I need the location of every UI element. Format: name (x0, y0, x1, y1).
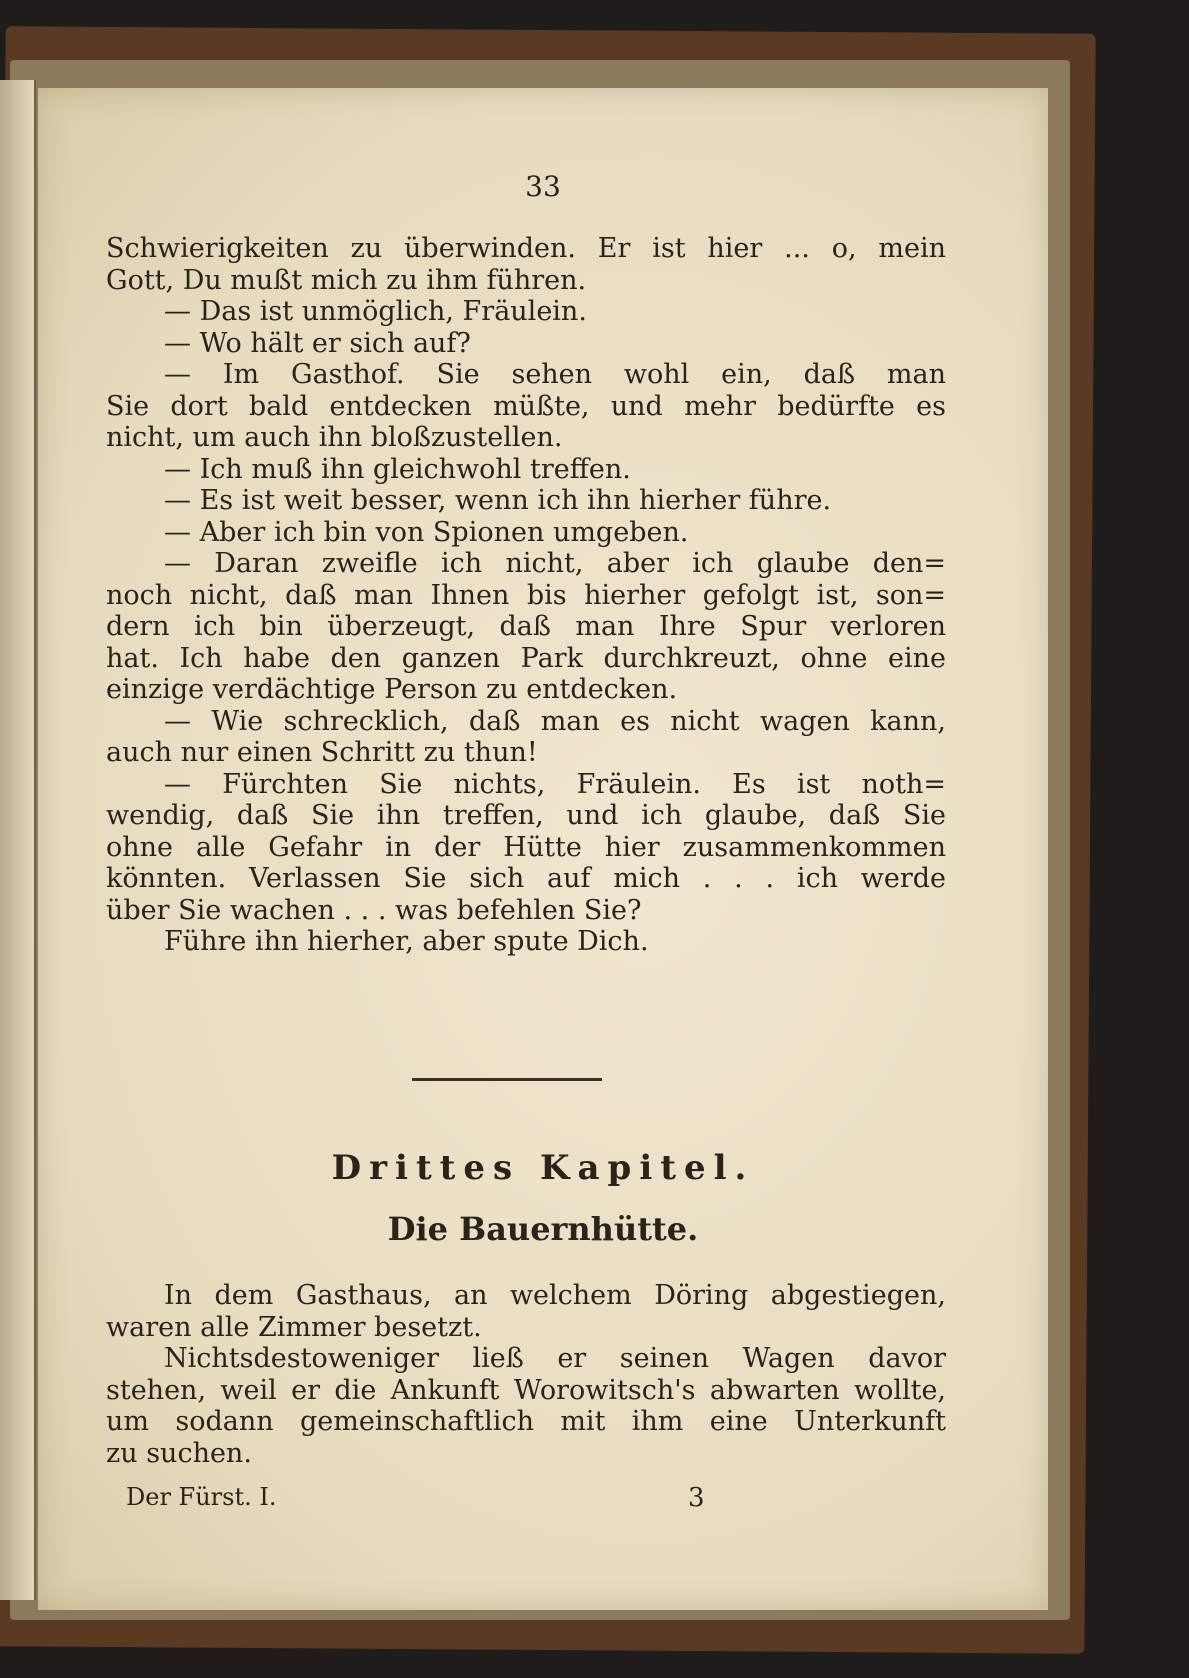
chapter-title: Drittes Kapitel. (331, 1148, 755, 1188)
signature-number: 3 (688, 1483, 705, 1513)
text-line: — Das ist unmöglich, Fräulein. (164, 296, 587, 327)
text-line: über Sie wachen . . . was befehlen Sie? (106, 894, 642, 926)
text-line: auch nur einen Schritt zu thun! (106, 737, 538, 768)
text-line: — Ich muß ihn gleichwohl treffen. (164, 453, 631, 485)
text-line: Nichtsdestoweniger ließ er seinen Wagen davor (164, 1343, 946, 1374)
text-line: stehen, weil er die Ankunft Worowitsch's abwarten wollte, (106, 1374, 946, 1406)
text-line: Sie dort bald entdecken müßte, und mehr bedürfte es (106, 390, 946, 422)
text-line: Führe ihn hierher, aber spute Dich. (164, 926, 649, 957)
text-line: — Daran zweifle ich nicht, aber ich glaube den= (164, 548, 946, 579)
text-line: — Im Gasthof. Sie sehen wohl ein, daß man (164, 359, 946, 390)
text-line: könnten. Verlassen Sie sich auf mich . . . ich werde (106, 863, 946, 894)
text-line: In dem Gasthaus, an welchem Döring abgestiegen, (164, 1280, 946, 1311)
facing-page-edge (0, 80, 36, 1600)
text-line: hat. Ich habe den ganzen Park durchkreuzt, ohne eine (106, 642, 946, 674)
text-line: nicht, um auch ihn bloßzustellen. (106, 422, 563, 453)
text-line: um sodann gemeinschaftlich mit ihm eine Unterkunft (106, 1406, 946, 1437)
text-line: — Wo hält er sich auf? (164, 327, 471, 359)
text-line: noch nicht, daß man Ihnen bis hierher gefolgt ist, son= (106, 579, 946, 611)
text-line: — Wie schrecklich, daß man es nicht wagen kann, (164, 705, 946, 737)
text-line: — Aber ich bin von Spionen umgeben. (164, 516, 689, 548)
text-line: Schwierigkeiten zu überwinden. Er ist hier ... o, mein (106, 233, 946, 264)
text-line: — Fürchten Sie nichts, Fräulein. Es ist noth= (164, 768, 946, 800)
chapter-subtitle: Die Bauernhütte. (387, 1210, 699, 1248)
text-line: — Es ist weit besser, wenn ich ihn hierher führe. (164, 485, 832, 516)
page-number: 33 (525, 170, 561, 203)
text-line: wendig, daß Sie ihn treffen, und ich glaube, daß Sie (106, 800, 946, 831)
book-page (38, 88, 1048, 1610)
text-line: zu suchen. (106, 1437, 252, 1469)
text-line: dern ich bin überzeugt, daß man Ihre Spur verloren (106, 611, 946, 642)
signature-mark: Der Fürst. I. (126, 1483, 277, 1511)
text-line: waren alle Zimmer besetzt. (106, 1311, 482, 1343)
page-body-text (106, 233, 946, 958)
section-divider (412, 1078, 602, 1081)
text-line: ohne alle Gefahr in der Hütte hier zusammenkommen (106, 831, 946, 863)
chapter-opening-text (106, 1280, 946, 1469)
text-line: einzige verdächtige Person zu entdecken. (106, 674, 678, 705)
text-line: Gott, Du mußt mich zu ihm führen. (106, 264, 587, 296)
